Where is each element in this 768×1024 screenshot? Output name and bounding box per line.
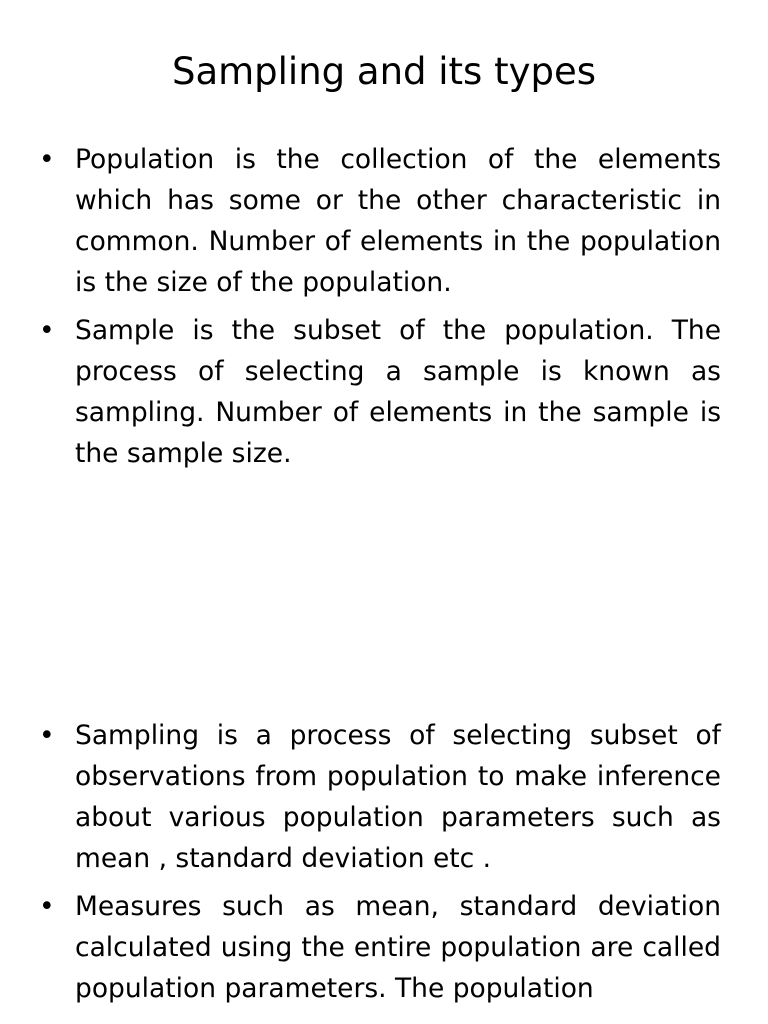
slide-title: Sampling and its types [171,50,597,93]
bullet-text-sample: Sample is the subset of the population. The process of selecting a sample is known as sampling. Number of elements in the sample is the sample size. [75,315,721,469]
bullet-item-sample [0,310,768,474]
bullet-text-population: Population is the collection of the elements which has some or the other characteristic in common. Number of elements in the population is the size of the population. [75,144,721,298]
bullet-marker: • [39,891,55,922]
bullet-item-sampling [0,715,768,879]
bullet-list-top [0,139,768,481]
bullet-text-sampling: Sampling is a process of selecting subset of observations from population to make inference about various population parameters such as mean , standard deviation etc . [75,720,721,874]
bullet-list-bottom [0,715,768,1016]
bullet-marker: • [39,720,55,751]
bullet-marker: • [39,144,55,175]
bullet-item-population [0,139,768,303]
bullet-item-measures [0,886,768,1009]
bullet-marker: • [39,315,55,346]
bullet-text-measures: Measures such as mean, standard deviation calculated using the entire population are called population parameters. The population [75,891,721,1004]
